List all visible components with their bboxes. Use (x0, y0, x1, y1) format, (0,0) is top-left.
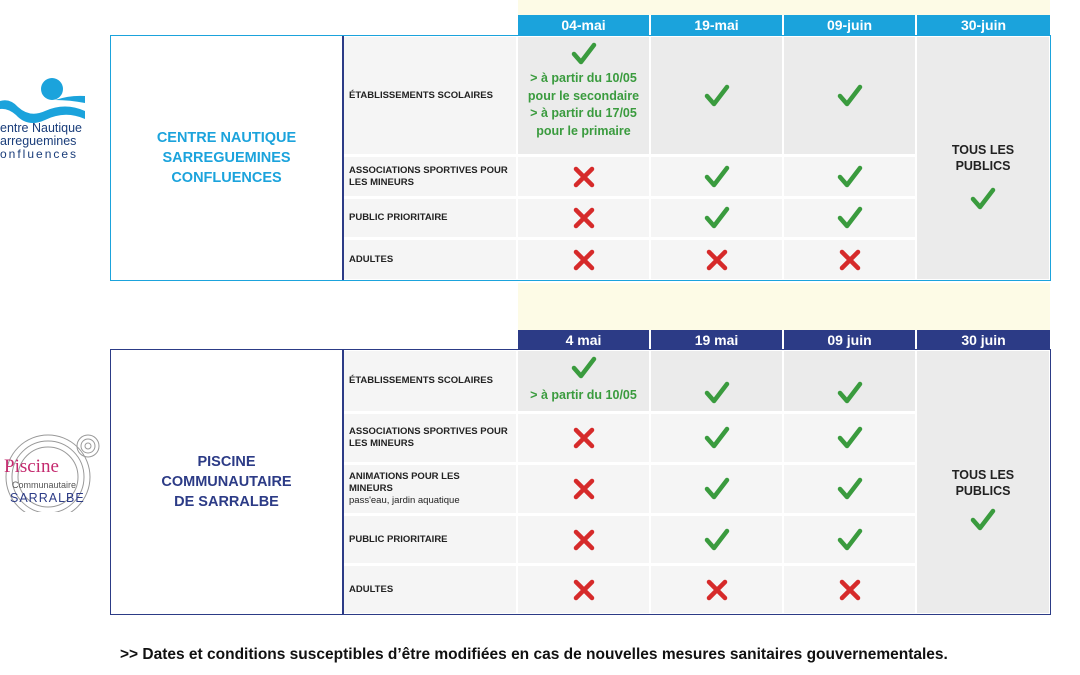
cross-icon (573, 579, 595, 601)
cross-icon (573, 529, 595, 551)
row-label: PUBLIC PRIORITAIRE (344, 199, 516, 237)
condition-note: > à partir du 10/05 pour le secondaire > à partir du 17/05 pour le primaire (527, 71, 640, 138)
piscine-logo-word: Piscine (4, 456, 59, 477)
row-label: ANIMATIONS POUR LES MINEURS pass'eau, jardin aquatique (344, 465, 516, 513)
status-cell (651, 351, 782, 411)
status-cell (518, 351, 649, 411)
cross-icon (706, 579, 728, 601)
row-label: PUBLIC PRIORITAIRE (344, 516, 516, 563)
status-cell (518, 516, 649, 563)
row-label: ADULTES (344, 240, 516, 279)
centre-nautique-logo-text: entre Nautique arreguemines onfluences (0, 121, 83, 161)
date-header: 30-juin (917, 15, 1050, 35)
status-cell (518, 414, 649, 462)
all-public-label: TOUS LES PUBLICS (951, 468, 1015, 498)
footer-disclaimer: >> Dates et conditions susceptibles d’être modifiées en cas de nouvelles mesures sanitaires gouvernementales. (120, 646, 948, 663)
status-cell (784, 465, 915, 513)
status-cell (518, 566, 649, 613)
row-label: ASSOCIATIONS SPORTIVES POUR LES MINEURS (344, 414, 516, 462)
cross-icon (573, 478, 595, 500)
status-cell (518, 465, 649, 513)
venue-name: PISCINE COMMUNAUTAIRE DE SARRALBE (112, 351, 341, 613)
row-label: ÉTABLISSEMENTS SCOLAIRES (344, 351, 516, 411)
check-icon (837, 477, 863, 501)
date-header: 09 juin (784, 330, 915, 350)
row-label: ADULTES (344, 566, 516, 613)
row-label: ASSOCIATIONS SPORTIVES POUR LES MINEURS (344, 157, 516, 196)
check-icon (970, 508, 996, 532)
date-header: 09-juin (784, 15, 915, 35)
date-header: 04-mai (518, 15, 649, 35)
venue-name: CENTRE NAUTIQUE SARREGUEMINES CONFLUENCES (112, 37, 341, 279)
check-icon (571, 356, 597, 380)
status-cell (784, 566, 915, 613)
check-icon (704, 381, 730, 405)
date-header: 19-mai (651, 15, 782, 35)
check-icon (837, 381, 863, 405)
date-header: 19 mai (651, 330, 782, 350)
date-header: 30 juin (917, 330, 1050, 350)
check-icon (837, 426, 863, 450)
communautaire-logo-word: Communautaire (12, 480, 77, 490)
row-label: ÉTABLISSEMENTS SCOLAIRES (344, 37, 516, 154)
status-cell (651, 516, 782, 563)
check-icon (704, 528, 730, 552)
all-public-label: TOUS LES PUBLICS (951, 143, 1015, 173)
cross-icon (839, 579, 861, 601)
check-icon (704, 477, 730, 501)
date-header: 4 mai (518, 330, 649, 350)
all-public-cell (917, 351, 1049, 613)
check-icon (837, 528, 863, 552)
status-cell (651, 566, 782, 613)
status-cell (784, 351, 915, 411)
status-cell (651, 465, 782, 513)
status-cell (784, 516, 915, 563)
condition-note: > à partir du 10/05 (530, 388, 637, 402)
cross-icon (573, 427, 595, 449)
sarralbe-logo-word: SARRALBE (10, 491, 85, 505)
check-icon (704, 426, 730, 450)
status-cell (784, 414, 915, 462)
status-cell (651, 414, 782, 462)
